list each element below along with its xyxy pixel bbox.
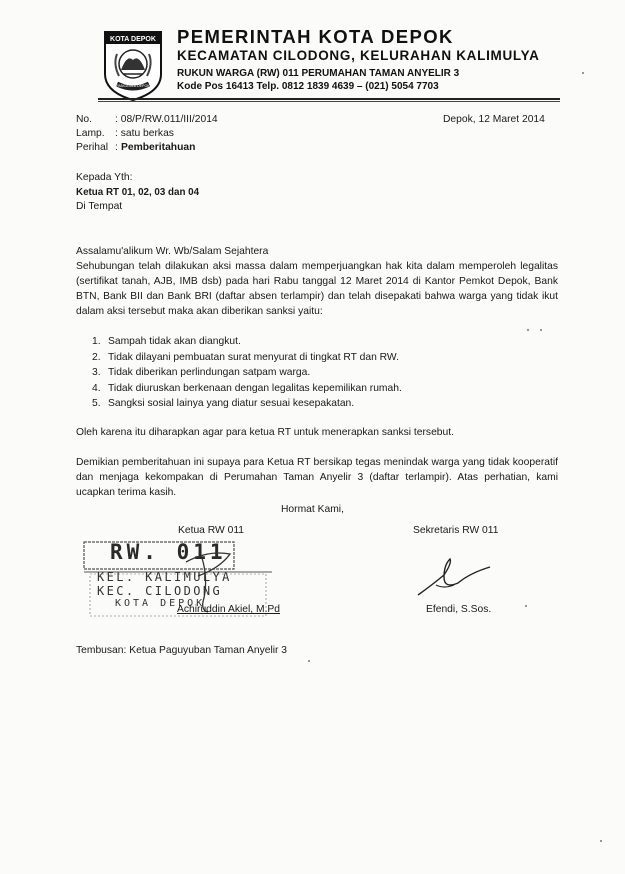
letterhead-subtitle: KECAMATAN CILODONG, KELURAHAN KALIMULYA [177, 48, 540, 63]
letterhead-contact-line: Kode Pos 16413 Telp. 0812 1839 4639 – (021) 5054 7703 [177, 81, 439, 92]
carbon-copy: Tembusan: Ketua Paguyuban Taman Anyelir 3 [76, 645, 288, 656]
stamp-kota: KOTA DEPOK [115, 598, 206, 609]
body-paragraph-3: Demikian pemberitahuan ini supaya para Ketua RT bersikap tegas menindak warga yang tidak kooperatif dan menjaga kekompakan di Perumahan Taman Anyelir 3 (daftar terlampir). Atas perhatian, kami ucapkan terima kasih. [76, 457, 558, 498]
secretary-title: Sekretaris RW 011 [413, 525, 499, 536]
body-paragraph-2: Oleh karena itu diharapkan agar para ketua RT untuk menerapkan sanksi tersebut. [76, 427, 454, 438]
scan-speck [582, 72, 584, 74]
list-item: 3. Tidak diberikan perlindungan satpam warga. [92, 367, 311, 378]
scan-speck [600, 840, 602, 842]
letterhead-divider [98, 98, 560, 100]
letterhead-title: PEMERINTAH KOTA DEPOK [177, 26, 454, 47]
letterhead-divider-thin [98, 101, 560, 102]
list-item: 5. Sangksi sosial lainya yang diatur sesuai kesepakatan. [92, 398, 355, 409]
scan-speck [308, 660, 310, 662]
scan-speck [525, 605, 527, 607]
stamp-kecamatan: KEC. CILODONG [97, 584, 223, 598]
subject-colon: : [115, 142, 118, 153]
scan-speck [527, 329, 529, 331]
subject-label: Perihal [76, 142, 109, 153]
list-item: 2. Tidak dilayani pembuatan surat menyurat di tingkat RT dan RW. [92, 351, 399, 363]
scan-speck [540, 329, 542, 331]
body-paragraph-1: Sehubungan telah dilakukan aksi massa dalam memperjuangkan hak kita dalam memperoleh legalitas (sertifikat tanah, AJB, IMB dsb) pada hari Rabu tanggal 12 Maret 2014 di Kantor Pemkot Depok, Bank BTN, Bank BII dan Bank BRI (daftar absen terlampir) dan telah disepakati bahwa warga yang tidak ikut dalam aksi tersebut maka akan diberikan sanksi yaitu: [76, 261, 558, 317]
letter-number-value: : 08/P/RW.011/III/2014 [115, 114, 218, 125]
stamp-kelurahan: KEL. KALIMULYA [97, 570, 232, 584]
stamp-rw: RW. 011 [110, 540, 227, 564]
secretary-signature [414, 555, 494, 599]
chairman-title: Ketua RW 011 [178, 525, 245, 536]
letter-number-label: No. [76, 114, 93, 125]
greeting: Assalamu'alikum Wr. Wb/Salam Sejahtera [76, 246, 269, 257]
recipient-place: Di Tempat [76, 201, 123, 212]
kota-depok-logo [103, 30, 163, 102]
recipient-salutation: Kepada Yth: [76, 172, 133, 183]
list-item: 4. Tidak diuruskan berkenaan dengan legalitas kepemilikan rumah. [92, 382, 402, 394]
place-date: Depok, 12 Maret 2014 [443, 114, 545, 125]
subject-value: Pemberitahuan [121, 142, 196, 153]
svg-text:KOTA DEPOK: KOTA DEPOK [110, 36, 156, 43]
recipient-name: Ketua RT 01, 02, 03 dan 04 [76, 187, 200, 198]
sanctions-list [76, 334, 402, 412]
secretary-name: Efendi, S.Sos. [426, 604, 492, 615]
svg-text:PANCASILA DEPOK: PANCASILA DEPOK [116, 84, 150, 88]
attachment-label: Lamp. [76, 128, 105, 139]
attachment-value: : satu berkas [115, 128, 174, 139]
chairman-name: Achiruddin Akiel, M.Pd [177, 604, 281, 615]
closing-salutation: Hormat Kami, [281, 504, 344, 515]
list-item: 1. Sampah tidak akan diangkut. [92, 336, 241, 347]
letterhead-rw-line: RUKUN WARGA (RW) 011 PERUMAHAN TAMAN ANYELIR 3 [177, 68, 460, 79]
